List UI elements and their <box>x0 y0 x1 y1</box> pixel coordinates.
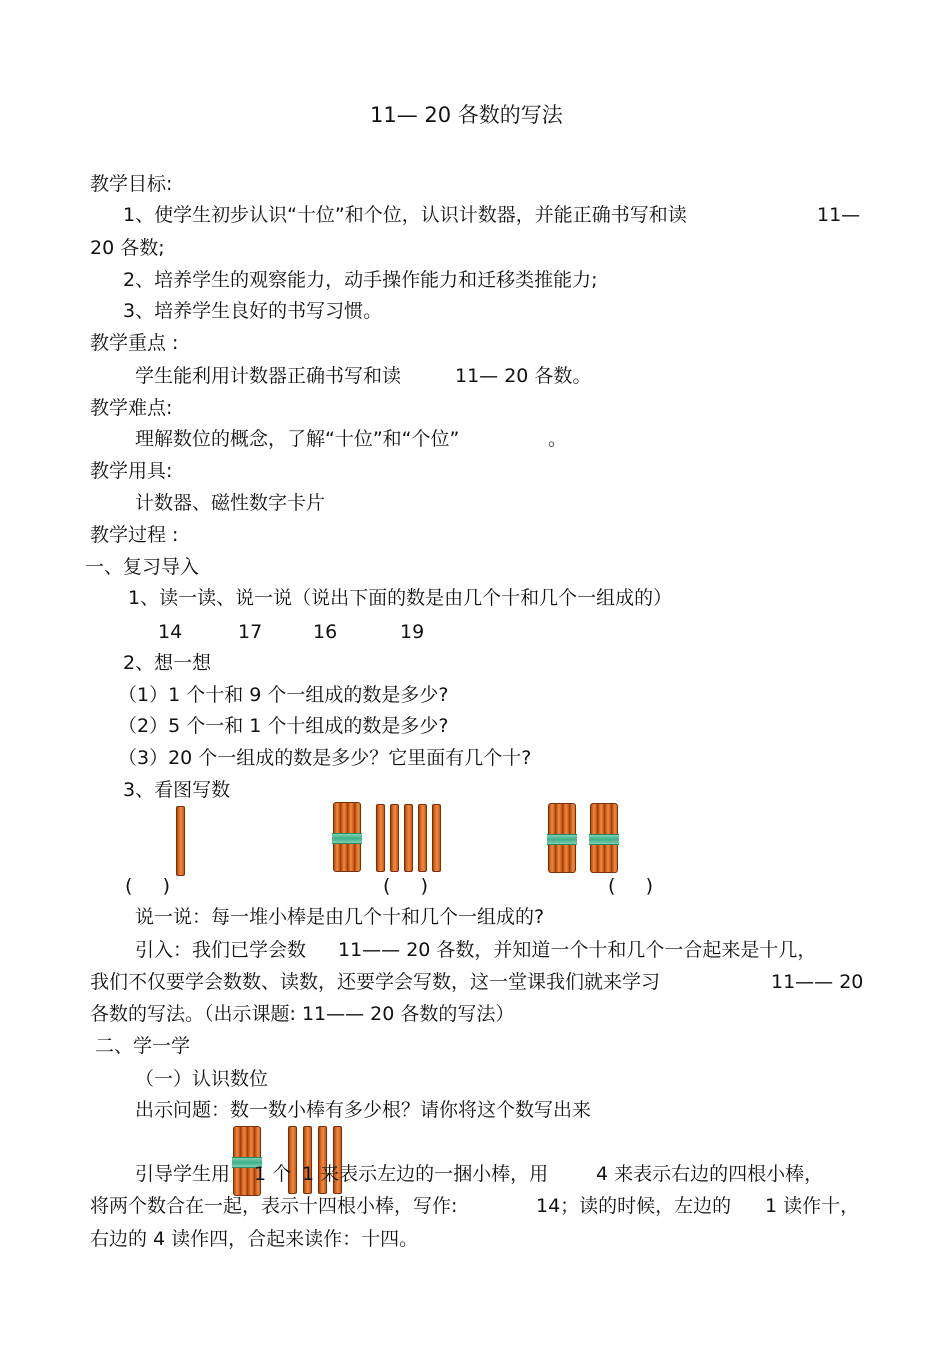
review-number: 16 <box>313 621 338 643</box>
stick-image <box>390 804 399 872</box>
difficulty-text: 理解数位的概念，了解“十位”和“个位” <box>135 428 460 450</box>
part1-heading: 一、复习导入 <box>85 556 200 578</box>
part2-heading: 二、学一学 <box>95 1035 191 1057</box>
answer-blank[interactable]: ( ) <box>383 875 429 897</box>
intro-text-line3: 各数的写法。（出示课题: 11—— 20 各数的写法） <box>90 1003 515 1025</box>
review-number: 14 <box>158 621 183 643</box>
intro-text-line2: 我们不仅要学会数数、读数，还要学会写数，这一堂课我们就来学习 <box>90 971 661 993</box>
goal-3-text: 3、培养学生良好的书写习惯。 <box>123 300 383 322</box>
review-number: 17 <box>238 621 263 643</box>
part1-step1: 1、读一读、说一说（说出下面的数是由几个十和几个一组成的） <box>128 587 673 609</box>
stick-image <box>404 804 413 872</box>
stick-bundle-image <box>333 802 361 872</box>
part2-question: 出示问题：数一数小棒有多少根？请你将这个数写出来 <box>135 1099 592 1121</box>
goal-2-text: 2、培养学生的观察能力，动手操作能力和迁移类推能力; <box>123 269 598 291</box>
difficulty-heading: 教学难点: <box>90 397 173 419</box>
goal-1-text: 1、使学生初步认识“十位”和个位，认识计数器，并能正确书写和读 <box>123 204 687 226</box>
say-prompt: 说一说：每一堆小棒是由几个十和几个一组成的? <box>135 906 545 928</box>
key-heading: 教学重点 : <box>90 332 179 354</box>
difficulty-end: 。 <box>548 428 568 450</box>
stick-bundle-image <box>590 803 618 873</box>
guide-text: 引导学生用 <box>135 1163 231 1185</box>
page-title: 11— 20 各数的写法 <box>370 103 563 127</box>
key-text: 学生能利用计数器正确书写和读 <box>135 365 402 387</box>
guide-line2-end: 1 读作十， <box>765 1195 860 1217</box>
stick-image <box>176 806 185 876</box>
part1-step3: 3、看图写数 <box>123 779 231 801</box>
question-2: （2）5 个一和 1 个十组成的数是多少? <box>118 715 449 737</box>
guide-line2: 将两个数合在一起，表示十四根小棒，写作: <box>90 1195 458 1217</box>
answer-blank[interactable]: ( ) <box>125 875 171 897</box>
guide-line3: 右边的 4 读作四，合起来读作：十四。 <box>90 1228 419 1250</box>
intro-range: 11—— 20 <box>771 971 864 993</box>
stick-image <box>432 804 441 872</box>
goal-1-range: 11— <box>817 204 861 226</box>
guide-text-one: 1 个 <box>254 1163 292 1185</box>
intro-text: 引入：我们已学会数 <box>135 939 307 961</box>
question-1: （1）1 个十和 9 个一组成的数是多少? <box>118 684 449 706</box>
part2-sub1: （一）认识数位 <box>135 1068 269 1090</box>
guide-text-four: 4 来表示右边的四根小棒， <box>596 1163 824 1185</box>
guide-text-cont: 1 来表示左边的一捆小棒，用 <box>302 1163 549 1185</box>
stick-image <box>376 804 385 872</box>
tools-text: 计数器、磁性数字卡片 <box>135 492 326 514</box>
question-3: （3）20 个一组成的数是多少？它里面有几个十? <box>118 747 532 769</box>
intro-text-cont: 11—— 20 各数，并知道一个十和几个一合起来是十几， <box>338 939 817 961</box>
goals-heading: 教学目标: <box>90 173 173 195</box>
goal-1-continued: 20 各数; <box>90 237 165 259</box>
stick-image <box>418 804 427 872</box>
part1-step2: 2、想一想 <box>123 652 212 674</box>
stick-bundle-image <box>548 803 576 873</box>
key-range: 11— 20 各数。 <box>455 365 592 387</box>
process-heading: 教学过程 : <box>90 524 179 546</box>
guide-line2-cont: 14；读的时候，左边的 <box>536 1195 732 1217</box>
tools-heading: 教学用具: <box>90 460 173 482</box>
review-number: 19 <box>400 621 425 643</box>
answer-blank[interactable]: ( ) <box>608 875 654 897</box>
